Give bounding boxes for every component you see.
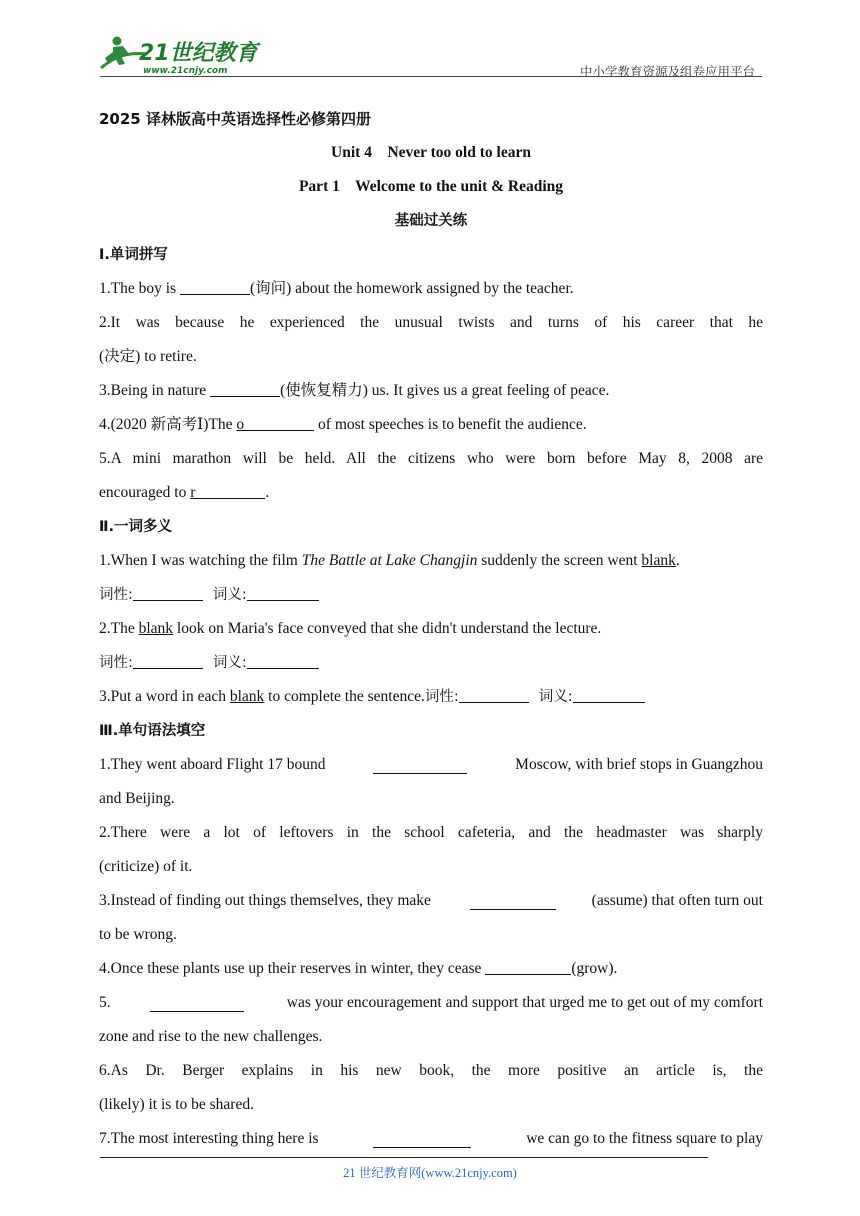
page-footer[interactable]: 21 世纪教育网(www.21cnjy.com) (343, 1166, 517, 1180)
section-2-heading: Ⅱ.一词多义 (99, 519, 173, 535)
s3-question-5-cont: zone and rise to the new challenges. (99, 1028, 323, 1045)
s3-question-6-cont: (likely) it is to be shared. (99, 1096, 254, 1113)
s1-question-3: 3.Being in nature (使恢复精力) us. It gives us a great feeling of peace. (99, 382, 610, 399)
answer-blank[interactable] (247, 654, 319, 669)
worksheet-content (99, 102, 763, 1156)
s3-question-4: 4.Once these plants use up their reserves in winter, they cease (grow). (99, 960, 618, 977)
keyword: blank (138, 620, 174, 637)
answer-blank[interactable] (485, 960, 571, 975)
s2-question-2: 2.The blank look on Maria's face conveyed that she didn't understand the lecture. (99, 620, 602, 637)
s1-question-2-cont: (决定) to retire. (99, 348, 197, 365)
s1-question-5: 5.A mini marathon will be held. All the citizens who were born before May 8, 2008 are (99, 450, 763, 467)
21cnjy-logo (95, 34, 265, 76)
s3-question-6: 6.As Dr. Berger explains in his new book, the more positive an article is, the (99, 1062, 763, 1079)
answer-blank[interactable] (210, 382, 280, 397)
answer-blank[interactable] (247, 586, 319, 601)
s3-question-1: 1.They went aboard Flight 17 bound Moscow, with brief stops in Guangzhou (99, 756, 763, 773)
s2-answer-1: 词性: 词义: (99, 578, 763, 612)
answer-blank[interactable] (150, 997, 244, 1012)
s3-question-3: 3.Instead of finding out things themselves, they make (assume) that often turn out (99, 892, 763, 909)
answer-blank[interactable] (573, 688, 645, 703)
s2-question-1: 1.When I was watching the film The Battle at Lake Changjin suddenly the screen went blank. (99, 552, 680, 569)
answer-blank[interactable] (459, 688, 529, 703)
s2-answer-2: 词性: 词义: (99, 646, 763, 680)
s3-question-2: 2.There were a lot of leftovers in the school cafeteria, and the headmaster was sharply (99, 824, 763, 841)
s1-question-5-cont: encouraged to r . (99, 484, 270, 501)
answer-blank[interactable] (133, 586, 203, 601)
answer-blank[interactable] (180, 280, 250, 295)
film-title: The Battle at Lake Changjin (301, 552, 478, 569)
s2-question-3: 3.Put a word in each blank to complete the sentence.词性: 词义: (99, 680, 763, 714)
s3-question-1-cont: and Beijing. (99, 790, 175, 807)
s1-question-4: 4.(2020 新高考Ⅰ)The o of most speeches is to benefit the audience. (99, 416, 587, 433)
hint-letter: r (190, 484, 196, 501)
s3-question-2-cont: (criticize) of it. (99, 858, 193, 875)
answer-blank[interactable] (195, 484, 265, 499)
header-divider (100, 76, 762, 77)
keyword: blank (641, 552, 676, 569)
svg-text:www.21cnjy.com: www.21cnjy.com (143, 66, 228, 76)
svg-text:21世纪教育: 21世纪教育 (139, 41, 258, 66)
unit-title: Unit 4 Never too old to learn (331, 144, 531, 161)
exercise-title: 基础过关练 (394, 213, 468, 229)
answer-blank[interactable] (373, 1133, 471, 1148)
part-title: Part 1 Welcome to the unit & Reading (298, 178, 564, 195)
answer-blank[interactable] (133, 654, 203, 669)
s3-question-5: 5. was your encouragement and support that urged me to get out of my comfort (99, 994, 763, 1011)
answer-blank[interactable] (470, 895, 556, 910)
section-3-heading: Ⅲ.单句语法填空 (99, 723, 206, 739)
keyword: blank (229, 688, 265, 705)
page-header (95, 30, 763, 78)
s1-question-1: 1.The boy is (询问) about the homework assigned by the teacher. (99, 280, 574, 297)
answer-blank[interactable] (244, 416, 314, 431)
s3-question-7: 7.The most interesting thing here is we can go to the fitness square to play (99, 1130, 763, 1147)
answer-blank[interactable] (373, 759, 467, 774)
footer-divider (100, 1157, 708, 1158)
s3-question-3-cont: to be wrong. (99, 926, 177, 943)
hint-letter: o (236, 416, 245, 433)
doc-title: 2025 译林版高中英语选择性必修第四册 (99, 110, 371, 128)
s1-question-2: 2.It was because he experienced the unusual twists and turns of his career that he (99, 314, 763, 331)
platform-name: 中小学教育资源及组卷应用平台 (579, 64, 755, 79)
section-1-heading: Ⅰ.单词拼写 (99, 247, 168, 263)
